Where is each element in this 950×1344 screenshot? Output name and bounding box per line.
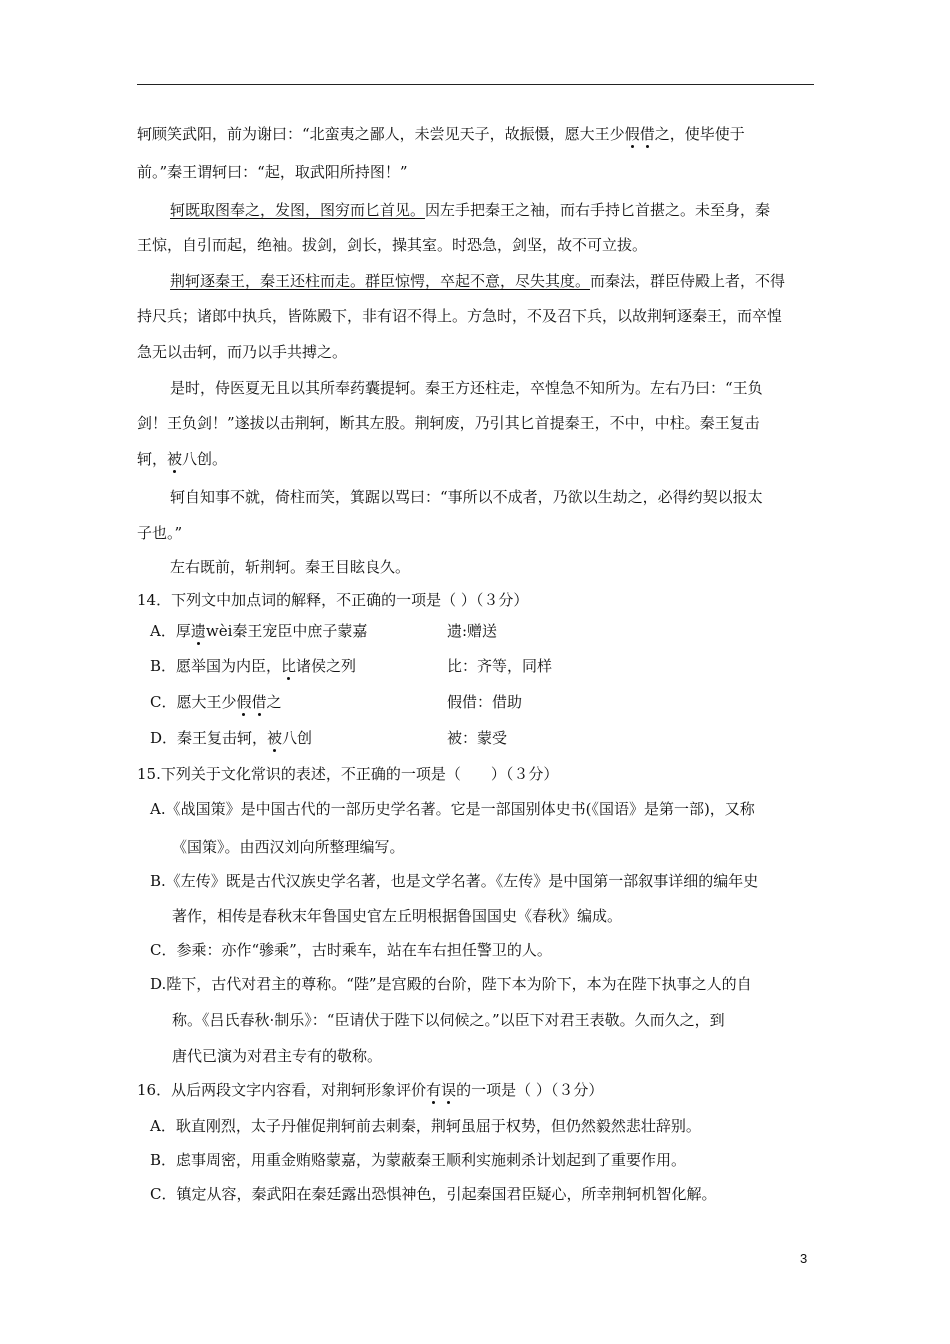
emphasis-dot-char: 假: [624, 125, 640, 143]
option-15-a-cont: 《国策》。由西汉刘向所整理编写。: [172, 838, 405, 856]
passage-line: 轲既取图奉之，发图，图穷而匕首见。因左手把秦王之袖，而右手持匕首揕之。未至身，秦: [170, 201, 771, 219]
option-16-b: B．虑事周密，用重金贿赂蒙嘉，为蒙蔽秦王顺利实施刺杀计划起到了重要作用。: [150, 1151, 687, 1169]
option-16-c: C．镇定从容，秦武阳在秦廷露出恐惧神色，引起秦国君臣疑心，所幸荆轲机智化解。: [150, 1185, 717, 1203]
option-14-d: D．秦王复击轲，被八创: [150, 729, 313, 747]
passage-line: 剑！王负剑！”遂拔以击荆轲，断其左股。荆轲废，乃引其匕首提秦王，不中，中柱。秦王复击: [137, 414, 760, 432]
option-15-d-cont: 唐代已演为对君主专有的敬称。: [172, 1047, 383, 1065]
question-15-stem: 15.下列关于文化常识的表述，不正确的一项是（ ）（３分）: [137, 765, 559, 783]
option-14-b: B．愿举国为内臣，比诸侯之列: [150, 657, 357, 675]
passage-line: 前。”秦王谓轲曰：“起，取武阳所持图！”: [137, 163, 408, 181]
passage-line: 急无以击轲，而乃以手共搏之。: [137, 343, 348, 361]
emphasis-dot-char: 借: [639, 125, 655, 143]
option-14-d-gloss: 被：蒙受: [447, 729, 508, 747]
emphasis-dot-char: 有: [426, 1081, 442, 1099]
option-15-d-cont: 称。《吕氏春秋·制乐》：“臣请伏于陛下以伺候之。”以臣下对君王表敬。久而久之，到: [172, 1011, 725, 1029]
option-14-c: C．愿大王少假借之: [150, 693, 282, 711]
passage-line: 轲顾笑武阳，前为谢曰：“北蛮夷之鄙人，未尝见天子，故振慑，愿大王少假借之，使毕使于: [137, 125, 745, 143]
question-14-stem: 14．下列文中加点词的解释，不正确的一项是（ ）（３分）: [137, 591, 529, 609]
question-16-stem: 16．从后两段文字内容看，对荆轲形象评价有误的一项是（ ）（３分）: [137, 1081, 604, 1099]
passage-line: 左右既前，斩荆轲。秦王目眩良久。: [170, 558, 411, 576]
emphasis-dot-char: 被: [267, 729, 283, 747]
option-15-b-cont: 著作，相传是春秋末年鲁国史官左丘明根据鲁国国史《春秋》编成。: [172, 907, 623, 925]
option-14-c-gloss: 假借：借助: [447, 693, 523, 711]
emphasis-dot-char: 被: [167, 450, 183, 468]
header-rule: [137, 84, 814, 85]
passage-line: 是时，侍医夏无且以其所奉药囊提轲。秦王方还柱走，卒惶急不知所为。左右乃曰：“王负: [170, 379, 763, 397]
passage-line: 轲自知事不就，倚柱而笑，箕踞以骂曰：“事所以不成者，乃欲以生劫之，必得约契以报太: [170, 488, 763, 506]
emphasis-dot-char: 借: [251, 693, 267, 711]
emphasis-dot-char: 假: [236, 693, 252, 711]
option-14-b-gloss: 比：齐等，同样: [447, 657, 553, 675]
passage-line: 荆轲逐秦王，秦王还柱而走。群臣惊愕，卒起不意，尽失其度。而秦法，群臣侍殿上者，不得: [170, 272, 786, 290]
underlined-sentence: 荆轲逐秦王，秦王还柱而走。群臣惊愕，卒起不意，尽失其度。: [170, 272, 591, 290]
option-14-a-gloss: 遗:赠送: [447, 622, 498, 640]
passage-line: 轲，被八创。: [137, 450, 228, 468]
option-16-a: A．耿直刚烈，太子丹催促荆轲前去刺秦，荆轲虽屈于权势，但仍然毅然悲壮辞别。: [150, 1117, 701, 1135]
emphasis-dot-char: 遗: [190, 622, 206, 640]
passage-line: 持尺兵；诸郎中执兵，皆陈殿下，非有诏不得上。方急时，不及召下兵，以故荆轲逐秦王，而卒惶: [137, 307, 783, 325]
underlined-sentence: 轲既取图奉之，发图，图穷而匕首见。: [170, 201, 426, 219]
option-14-a: A．厚遗wèi秦王宠臣中庶子蒙嘉: [150, 622, 368, 640]
passage-line: 王惊，自引而起，绝袖。拔剑，剑长，操其室。时恐急，剑坚，故不可立拔。: [137, 236, 648, 254]
page-number: 3: [800, 1251, 808, 1266]
option-15-a: A.《战国策》是中国古代的一部历史学名著。它是一部国别体史书(《国语》是第一部)，又称: [150, 800, 755, 818]
option-15-d: D.陛下，古代对君主的尊称。“陛”是宫殿的台阶，陛下本为阶下，本为在陛下执事之人的自: [150, 975, 752, 993]
option-15-c: C．参乘：亦作“骖乘”，古时乘车，站在车右担任警卫的人。: [150, 941, 552, 959]
emphasis-dot-char: 比: [281, 657, 297, 675]
passage-line: 子也。”: [137, 524, 183, 542]
option-15-b: B.《左传》既是古代汉族史学名著，也是文学名著。《左传》是中国第一部叙事详细的编年史: [150, 872, 759, 890]
emphasis-dot-char: 误: [441, 1081, 457, 1099]
